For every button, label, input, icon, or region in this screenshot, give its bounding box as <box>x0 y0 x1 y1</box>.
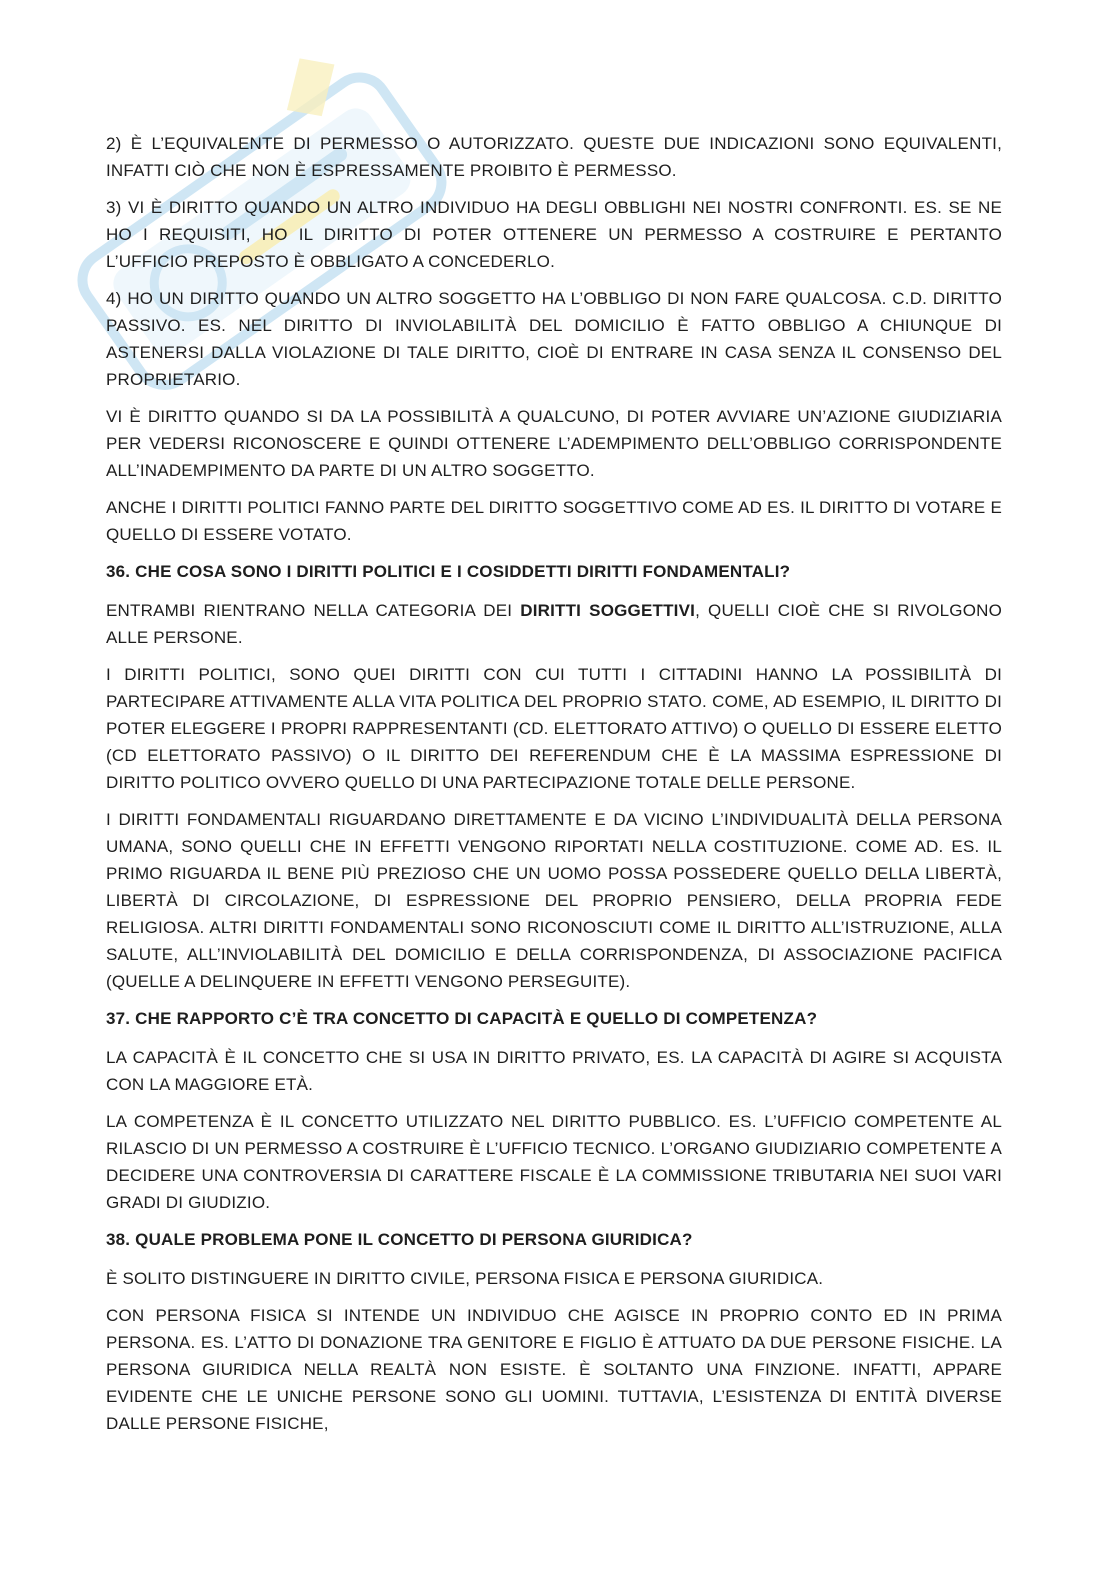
paragraph: I DIRITTI POLITICI, SONO QUEI DIRITTI CON CUI TUTTI I CITTADINI HANNO LA POSSIBILITÀ DI PARTECIPARE ATTIVAMENTE ALLA VITA POLITICA DEL PROPRIO STATO. COME, AD ESEMPIO, IL DIRITTO DI POTER ELEGGERE I PROPRI RAPPRESENTANTI (CD. ELETTORATO ATTIVO) O QUELLO DI ESSERE ELETTO (CD ELETTORATO PASSIVO) O IL DIRITTO DEI REFERENDUM CHE È LA MASSIMA ESPRESSIONE DI DIRITTO POLITICO OVVERO QUELLO DI UNA PARTECIPAZIONE TOTALE DELLE PERSONE. <box>106 665 1002 792</box>
paragraph <box>106 597 1002 651</box>
paragraph: LA COMPETENZA È IL CONCETTO UTILIZZATO NEL DIRITTO PUBBLICO. ES. L’UFFICIO COMPETENTE AL RILASCIO DI UN PERMESSO A COSTRUIRE È L’UFFICIO TECNICO. L’ORGANO GIUDIZIARIO COMPETENTE A DECIDERE UNA CONTROVERSIA DI CARATTERE FISCALE È LA COMMISSIONE TRIBUTARIA NEI SUOI VARI GRADI DI GIUDIZIO. <box>106 1112 1002 1212</box>
paragraph-text: ENTRAMBI RIENTRANO NELLA CATEGORIA DEI <box>106 601 521 620</box>
paragraph: VI È DIRITTO QUANDO SI DA LA POSSIBILITÀ A QUALCUNO, DI POTER AVVIARE UN’AZIONE GIUDIZIARIA PER VEDERSI RICONOSCERE E QUINDI OTTENERE L’ADEMPIMENTO DELL’OBBLIGO CORRISPONDENTE ALL’INADEMPIMENTO DA PARTE DI UN ALTRO SOGGETTO. <box>106 407 1002 480</box>
paragraph: 2) È L’EQUIVALENTE DI PERMESSO O AUTORIZZATO. QUESTE DUE INDICAZIONI SONO EQUIVALENTI, INFATTI CIÒ CHE NON È ESPRESSAMENTE PROIBITO È PERMESSO. <box>106 134 1002 180</box>
paragraph: 4) HO UN DIRITTO QUANDO UN ALTRO SOGGETTO HA L’OBBLIGO DI NON FARE QUALCOSA. C.D. DIRITTO PASSIVO. ES. NEL DIRITTO DI INVIOLABILITÀ DEL DOMICILIO È FATTO OBBLIGO A CHIUNQUE DI ASTENERSI DALLA VIOLAZIONE DI TALE DIRITTO, CIOÈ DI ENTRARE IN CASA SENZA IL CONSENSO DEL PROPRIETARIO. <box>106 289 1002 389</box>
paragraph: 3) VI È DIRITTO QUANDO UN ALTRO INDIVIDUO HA DEGLI OBBLIGHI NEI NOSTRI CONFRONTI. ES. SE NE HO I REQUISITI, HO IL DIRITTO DI POTER OTTENERE UN PERMESSO A COSTRUIRE E PERTANTO L’UFFICIO PREPOSTO È OBBLIGATO A CONCEDERLO. <box>106 198 1002 271</box>
paragraph: I DIRITTI FONDAMENTALI RIGUARDANO DIRETTAMENTE E DA VICINO L’INDIVIDUALITÀ DELLA PERSONA UMANA, SONO QUELLI CHE IN EFFETTI VENGONO RIPORTATI NELLA COSTITUZIONE. COME AD. ES. IL PRIMO RIGUARDA IL BENE PIÙ PREZIOSO CHE UN UOMO POSSA POSSEDERE QUELLO DELLA LIBERTÀ, LIBERTÀ DI CIRCOLAZIONE, DI ESPRESSIONE DEL PROPRIO PENSIERO, DELLA PROPRIA FEDE RELIGIOSA. ALTRI DIRITTI FONDAMENTALI SONO RICONOSCIUTI COME IL DIRITTO ALL’ISTRUZIONE, ALLA SALUTE, ALL’INVIOLABILITÀ DEL DOMICILIO E DELLA CORRISPONDENZA, DI ASSOCIAZIONE PACIFICA (QUELLE A DELINQUERE IN EFFETTI VENGONO PERSEGUITE). <box>106 810 1002 991</box>
paragraph: LA CAPACITÀ È IL CONCETTO CHE SI USA IN DIRITTO PRIVATO, ES. LA CAPACITÀ DI AGIRE SI ACQUISTA CON LA MAGGIORE ETÀ. <box>106 1048 1002 1094</box>
document-page <box>106 130 1002 1447</box>
paragraph-text: , QUELLI CIOÈ CHE SI RIVOLGONO ALLE PERSONE. <box>106 601 1003 647</box>
section-heading: 37. CHE RAPPORTO C’È TRA CONCETTO DI CAPACITÀ E QUELLO DI COMPETENZA? <box>106 1009 818 1028</box>
section-heading: 36. CHE COSA SONO I DIRITTI POLITICI E I COSIDDETTI DIRITTI FONDAMENTALI? <box>106 562 791 581</box>
paragraph: CON PERSONA FISICA SI INTENDE UN INDIVIDUO CHE AGISCE IN PROPRIO CONTO ED IN PRIMA PERSONA. ES. L’ATTO DI DONAZIONE TRA GENITORE E FIGLIO È ATTUATO DA DUE PERSONE FISICHE. LA PERSONA GIURIDICA NELLA REALTÀ NON ESISTE. È SOLTANTO UNA FINZIONE. INFATTI, APPARE EVIDENTE CHE LE UNICHE PERSONE SONO GLI UOMINI. TUTTAVIA, L’ESISTENZA DI ENTITÀ DIVERSE DALLE PERSONE FISICHE, <box>106 1306 1002 1433</box>
emphasis-text: DIRITTI SOGGETTIVI <box>520 601 696 620</box>
paragraph: È SOLITO DISTINGUERE IN DIRITTO CIVILE, PERSONA FISICA E PERSONA GIURIDICA. <box>106 1269 824 1288</box>
section-heading: 38. QUALE PROBLEMA PONE IL CONCETTO DI PERSONA GIURIDICA? <box>106 1230 693 1249</box>
paragraph: ANCHE I DIRITTI POLITICI FANNO PARTE DEL DIRITTO SOGGETTIVO COME AD ES. IL DIRITTO DI VOTARE E QUELLO DI ESSERE VOTATO. <box>106 498 1002 544</box>
